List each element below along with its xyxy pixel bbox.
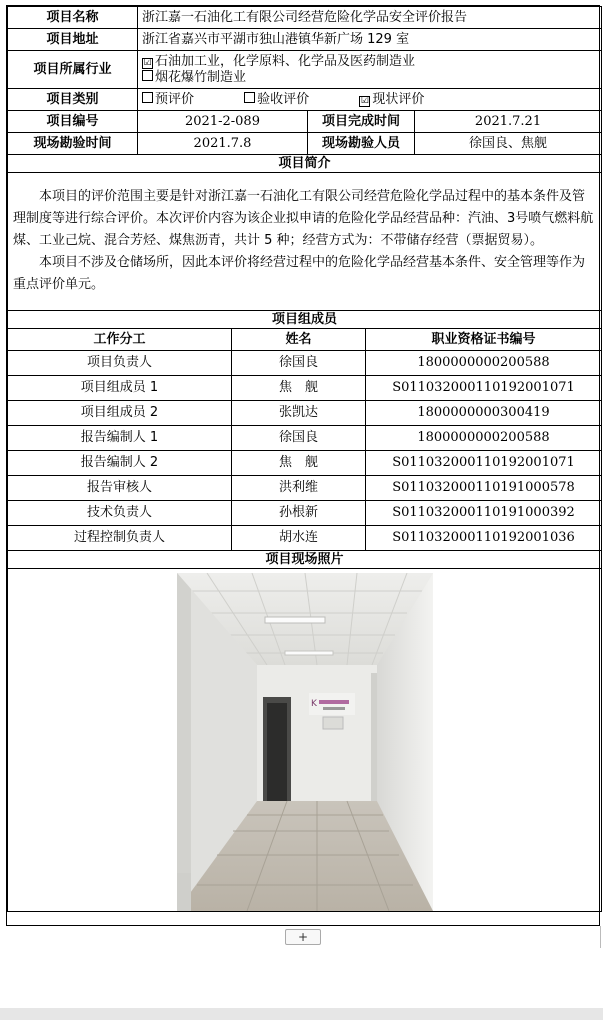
category-option	[359, 92, 424, 107]
project-industry-label: 项目所属行业	[8, 51, 138, 89]
team-role: 报告审核人	[8, 476, 232, 501]
category-option-label: 验收评价	[257, 91, 310, 107]
team-role: 技术负责人	[8, 501, 232, 526]
checkbox-checked-icon: ☑	[143, 57, 152, 68]
team-role: 过程控制负责人	[8, 526, 232, 551]
project-name-label: 项目名称	[8, 7, 138, 29]
project-category-options	[138, 89, 602, 111]
team-header-name: 姓名	[232, 329, 366, 351]
team-cert: S011032000110191000578	[366, 476, 602, 501]
project-number-label: 项目编号	[8, 111, 138, 133]
industry-option-label: 石油加工业，化学原料、化学品及医药制造业	[155, 53, 416, 69]
team-cert: 1800000000200588	[366, 426, 602, 451]
surveyor-label: 现场勘验人员	[308, 133, 415, 155]
category-option	[244, 92, 309, 107]
team-title: 项目组成员	[8, 311, 602, 329]
team-table	[7, 328, 602, 912]
team-name: 徐国良	[232, 426, 366, 451]
project-category-label: 项目类别	[8, 89, 138, 111]
team-name: 洪利维	[232, 476, 366, 501]
intro-paragraph: 本项目不涉及仓储场所，因此本评价将经营过程中的危险化学品经营基本条件、安全管理等作为重点评价单元。	[13, 255, 586, 292]
team-row	[8, 526, 602, 551]
project-complete-time-label: 项目完成时间	[308, 111, 415, 133]
team-name: 徐国良	[232, 351, 366, 376]
intro-text	[8, 173, 602, 311]
team-role: 项目组成员 2	[8, 401, 232, 426]
project-address-label: 项目地址	[8, 29, 138, 51]
team-row	[8, 501, 602, 526]
team-cert: 1800000000300419	[366, 401, 602, 426]
team-cert: S011032000110192001036	[366, 526, 602, 551]
team-role: 报告编制人 1	[8, 426, 232, 451]
team-row	[8, 376, 602, 401]
checkbox-checked-icon: ☑	[360, 95, 369, 106]
project-address-value: 浙江省嘉兴市平湖市独山港镇华新广场 129 室	[138, 29, 602, 51]
category-option-label: 现状评价	[372, 91, 425, 107]
team-cert: S011032000110192001071	[366, 451, 602, 476]
site-photo	[177, 573, 433, 911]
surveyor-value: 徐国良、焦舰	[415, 133, 602, 155]
team-header-cert: 职业资格证书编号	[366, 329, 602, 351]
project-number-value: 2021-2-089	[138, 111, 308, 133]
team-row	[8, 476, 602, 501]
team-name: 胡水连	[232, 526, 366, 551]
checkbox-empty-icon	[142, 70, 153, 81]
team-header-role: 工作分工	[8, 329, 232, 351]
team-cert: 1800000000200588	[366, 351, 602, 376]
photo-cell	[8, 569, 602, 912]
report-document	[6, 5, 600, 926]
intro-paragraph: 本项目的评价范围主要是针对浙江嘉一石油化工有限公司经营危险化学品过程中的基本条件及管理制度等进行综合评价。本次评价内容为该企业拟申请的危险化学品经营品种：汽油、3号喷气燃料航煤、工业己烷、混合芳烃、煤焦沥青，共计 5 种；经营方式为：不带储存经营（票据贸易）。	[13, 189, 594, 248]
category-option-label: 预评价	[155, 91, 195, 107]
industry-option	[142, 70, 597, 86]
photo-title: 项目现场照片	[8, 551, 602, 569]
team-row	[8, 401, 602, 426]
industry-option	[142, 54, 597, 70]
survey-time-label: 现场勘验时间	[8, 133, 138, 155]
project-name-value: 浙江嘉一石油化工有限公司经营危险化学品安全评价报告	[138, 7, 602, 29]
team-role: 项目组成员 1	[8, 376, 232, 401]
project-complete-time-value: 2021.7.21	[415, 111, 602, 133]
project-info-table	[7, 6, 602, 329]
team-name: 焦 舰	[232, 451, 366, 476]
expand-button[interactable]: +	[285, 929, 321, 945]
survey-time-value: 2021.7.8	[138, 133, 308, 155]
svg-text:K: K	[310, 699, 317, 709]
team-name: 孙根新	[232, 501, 366, 526]
checkbox-empty-icon	[244, 92, 255, 103]
team-role: 报告编制人 2	[8, 451, 232, 476]
team-role: 项目负责人	[8, 351, 232, 376]
team-cert: S011032000110191000392	[366, 501, 602, 526]
checkbox-empty-icon	[142, 92, 153, 103]
team-name: 张凯达	[232, 401, 366, 426]
industry-option-label: 烟花爆竹制造业	[155, 69, 247, 85]
team-name: 焦 舰	[232, 376, 366, 401]
team-cert: S011032000110192001071	[366, 376, 602, 401]
bottom-bar	[0, 1008, 603, 1020]
category-option	[142, 92, 194, 107]
team-row	[8, 451, 602, 476]
team-row	[8, 426, 602, 451]
intro-title: 项目简介	[8, 155, 602, 173]
scroll-edge	[600, 926, 601, 948]
team-row	[8, 351, 602, 376]
project-industry-options	[138, 51, 602, 89]
